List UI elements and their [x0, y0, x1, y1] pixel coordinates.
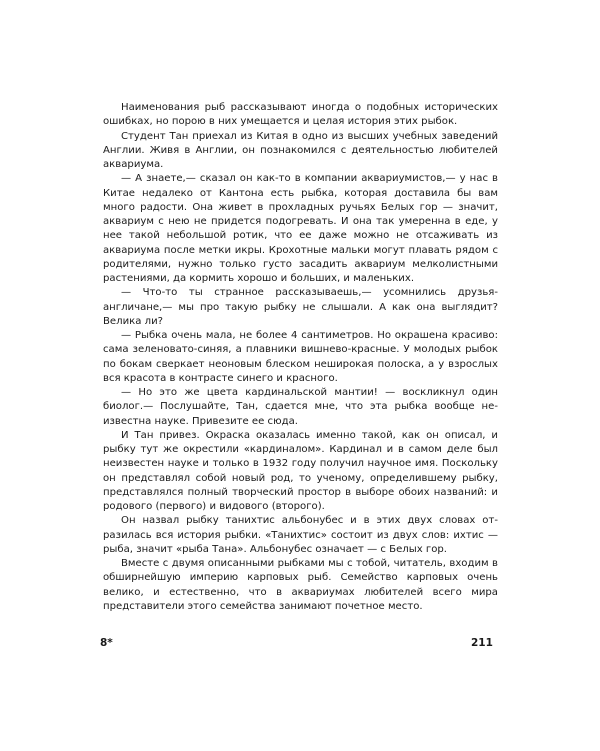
paragraph: — Рыбка очень мала, не более 4 сантиметров. Но окрашена красиво: сама зеленовато-синяя, а плавники вишнево-красные. У молодых рыбок по бокам сверкает неоновым блеском неширокая полоска, а у взрослых вся красота в контрасте синего и красного. — [103, 330, 498, 384]
paragraph: Он назвал рыбку танихтис альбонубес и в этих двух словах отразилась вся история рыбки. «Танихтис» состоит из двух слов: ихтис — рыба, значит «рыба Тана». Альбонубес означает — с Белых гор. — [103, 515, 498, 555]
page-number: 211 — [471, 637, 493, 649]
signature-mark: 8* — [100, 637, 113, 649]
paragraph: — А знаете,— сказал он как-то в компании аквариумистов,— у нас в Китае недалеко от Кантона есть рыбка, которая доставила бы вам много радости. Она живет в прохладных ручьях Белых гор — значит, аквариум с нею не придется подогревать. И она так умеренна в еде, у нее такой небольшой ротик, что ее даже можно не отсаживать из аквариума после метки икры. Крохотные мальки могут плавать рядом с родителями, нужно только густо засадить аквариум мелколистными растениями, да кормить хорошо и больших, и маленьких. — [103, 173, 498, 284]
paragraph: — Что-то ты странное рассказываешь,— усомнились друзья-англичане,— мы про такую рыбку не слышали. А как она выглядит? Велика ли? — [103, 287, 498, 327]
paragraph: — Но это же цвета кардинальской мантии! — воскликнул один биолог.— Послушайте, Тан, сдается мне, что эта рыбка вообще неизвестна науке. Привезите ее сюда. — [103, 387, 498, 427]
paragraph: Наименования рыб рассказывают иногда о подобных исторических ошибках, но порою в них умещается и целая история этих рыбок. — [103, 102, 498, 128]
paragraph: Вместе с двумя описанными рыбками мы с тобой, читатель, входим в обширнейшую империю карповых рыб. Семейство карповых очень велико, и естественно, что в аквариумах любителей всего мира представители этого семейства занимают почетное место. — [103, 558, 498, 612]
page-text-block — [103, 101, 498, 614]
paragraph: И Тан привез. Окраска оказалась именно такой, как он описал, и рыбку тут же окрестили «кардиналом». Кардинал и в самом деле был неизвестен науке и только в 1932 году получил научное имя. Поскольку он представлял собой новый род, то ученому, определившему рыбку, представлялся полный творческий простор в выборе обоих названий: и родового (первого) и видового (второго). — [103, 429, 498, 512]
paragraph: Студент Тан приехал из Китая в одно из высших учебных заведений Англии. Живя в Англии, он познакомился с деятельностью любителей аквариума. — [103, 130, 498, 170]
